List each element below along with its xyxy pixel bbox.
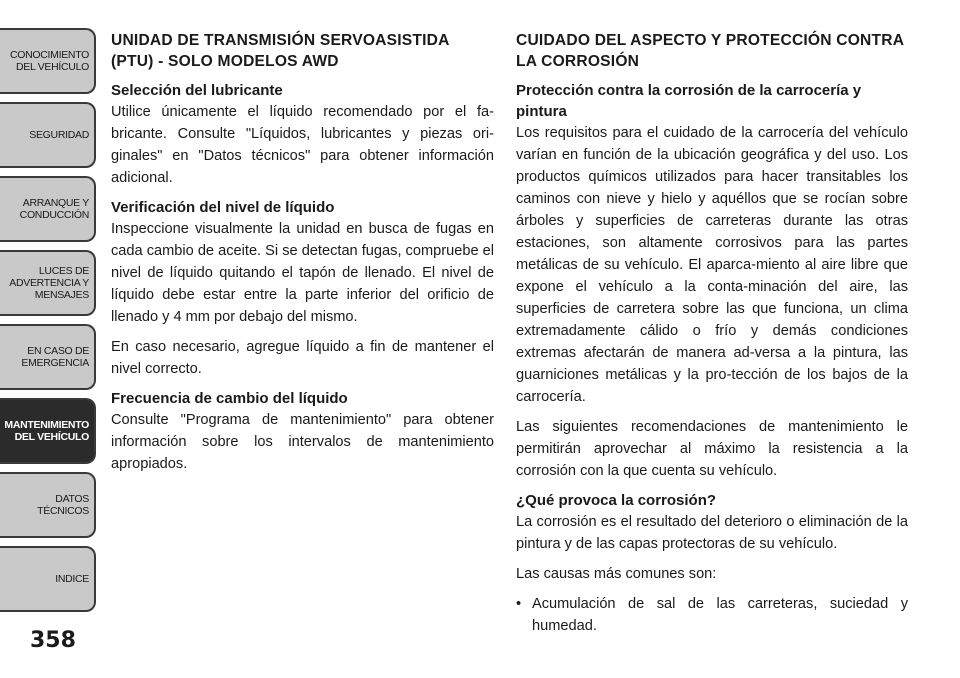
tab-arranque-y-conduccion[interactable]: ARRANQUE Y CONDUCCIÓN (0, 176, 96, 242)
list-item-text: Acumulación de sal de las carreteras, suciedad y humedad. (532, 596, 908, 634)
tab-indice[interactable]: INDICE (0, 546, 96, 612)
paragraph-lubricant: Utilice únicamente el líquido recomendado por el fa-bricante. Consulte "Líquidos, lubricantes y piezas ori-ginales" en "Datos técnicos" para obtener información adicional. (111, 104, 494, 186)
paragraph-add-fluid: En caso necesario, agregue líquido a fin de mantener el nivel correcto. (111, 339, 494, 377)
heading-fluid-change-frequency: Frecuencia de cambio del líquido (111, 390, 348, 407)
heading-fluid-level-check: Verificación del nivel de líquido (111, 199, 335, 216)
paragraph-common-causes: Las causas más comunes son: (516, 566, 717, 582)
bullet-icon: • (516, 596, 522, 612)
paragraph-care-requirements: Los requisitos para el cuidado de la carrocería del vehículo varían en función de la ubicación geográfica y del uso. Los productos químicos utilizados para hacer transitables los caminos con nieve y hielo y aquéllos que se rocían sobre árboles y superficies de carreteras durante las otras estaciones, son altamente corrosivos para las partes metálicas de su vehículo. El aparca-miento al aire libre que expone el vehículo a la conta-minación del aire, las superficies de carretera sobre las que funciona, un clima extremadamente cálido o frío y demás condiciones extremas afectarán de manera ad-versa a la pintura, las guarniciones metálicas y la pro-tección de los bajos de la carrocería. (516, 125, 908, 405)
paragraph-change-frequency: Consulte "Programa de mantenimiento" para obtener información sobre los intervalos de mantenimiento apropiados. (111, 412, 494, 472)
tab-conocimiento-del-vehiculo[interactable]: CONOCIMIENTO DEL VEHÍCULO (0, 28, 96, 94)
right-column (516, 30, 908, 637)
heading-body-paint-protection: Protección contra la corrosión de la carrocería y pintura (516, 82, 862, 120)
tab-datos-tecnicos[interactable]: DATOS TÉCNICOS (0, 472, 96, 538)
tab-seguridad[interactable]: SEGURIDAD (0, 102, 96, 168)
left-column (111, 30, 494, 483)
paragraph-fluid-level: Inspeccione visualmente la unidad en busca de fugas en cada cambio de aceite. Si se detectan fugas, compruebe el nivel de líquido quitando el tapón de llenado. El nivel de líquido debe estar entre la parte inferior del orificio de llenado y 4 mm por debajo del mismo. (111, 221, 494, 325)
tab-luces-de-advertencia[interactable]: LUCES DE ADVERTENCIA Y MENSAJES (0, 250, 96, 316)
heading-what-causes-corrosion: ¿Qué provoca la corrosión? (516, 492, 717, 509)
section-title-corrosion: CUIDADO DEL ASPECTO Y PROTECCIÓN CONTRA LA CORROSIÓN (516, 32, 904, 70)
section-title-ptu: UNIDAD DE TRANSMISIÓN SERVOASISTIDA (PTU) - SOLO MODELOS AWD (111, 32, 449, 70)
tab-en-caso-de-emergencia[interactable]: EN CASO DE EMERGENCIA (0, 324, 96, 390)
list-item (516, 593, 908, 637)
paragraph-corrosion-definition: La corrosión es el resultado del deterioro o eliminación de la pintura y de las capas protectoras de su vehículo. (516, 514, 908, 552)
page-number: 358 (30, 628, 76, 653)
paragraph-recommendations: Las siguientes recomendaciones de mantenimiento le permitirán aprovechar al máximo la resistencia a la corrosión con la que cuenta su vehículo. (516, 419, 908, 479)
heading-lubricant-selection: Selección del lubricante (111, 82, 283, 99)
tab-mantenimiento-del-vehiculo[interactable]: MANTENIMIENTO DEL VEHÍCULO (0, 398, 96, 464)
